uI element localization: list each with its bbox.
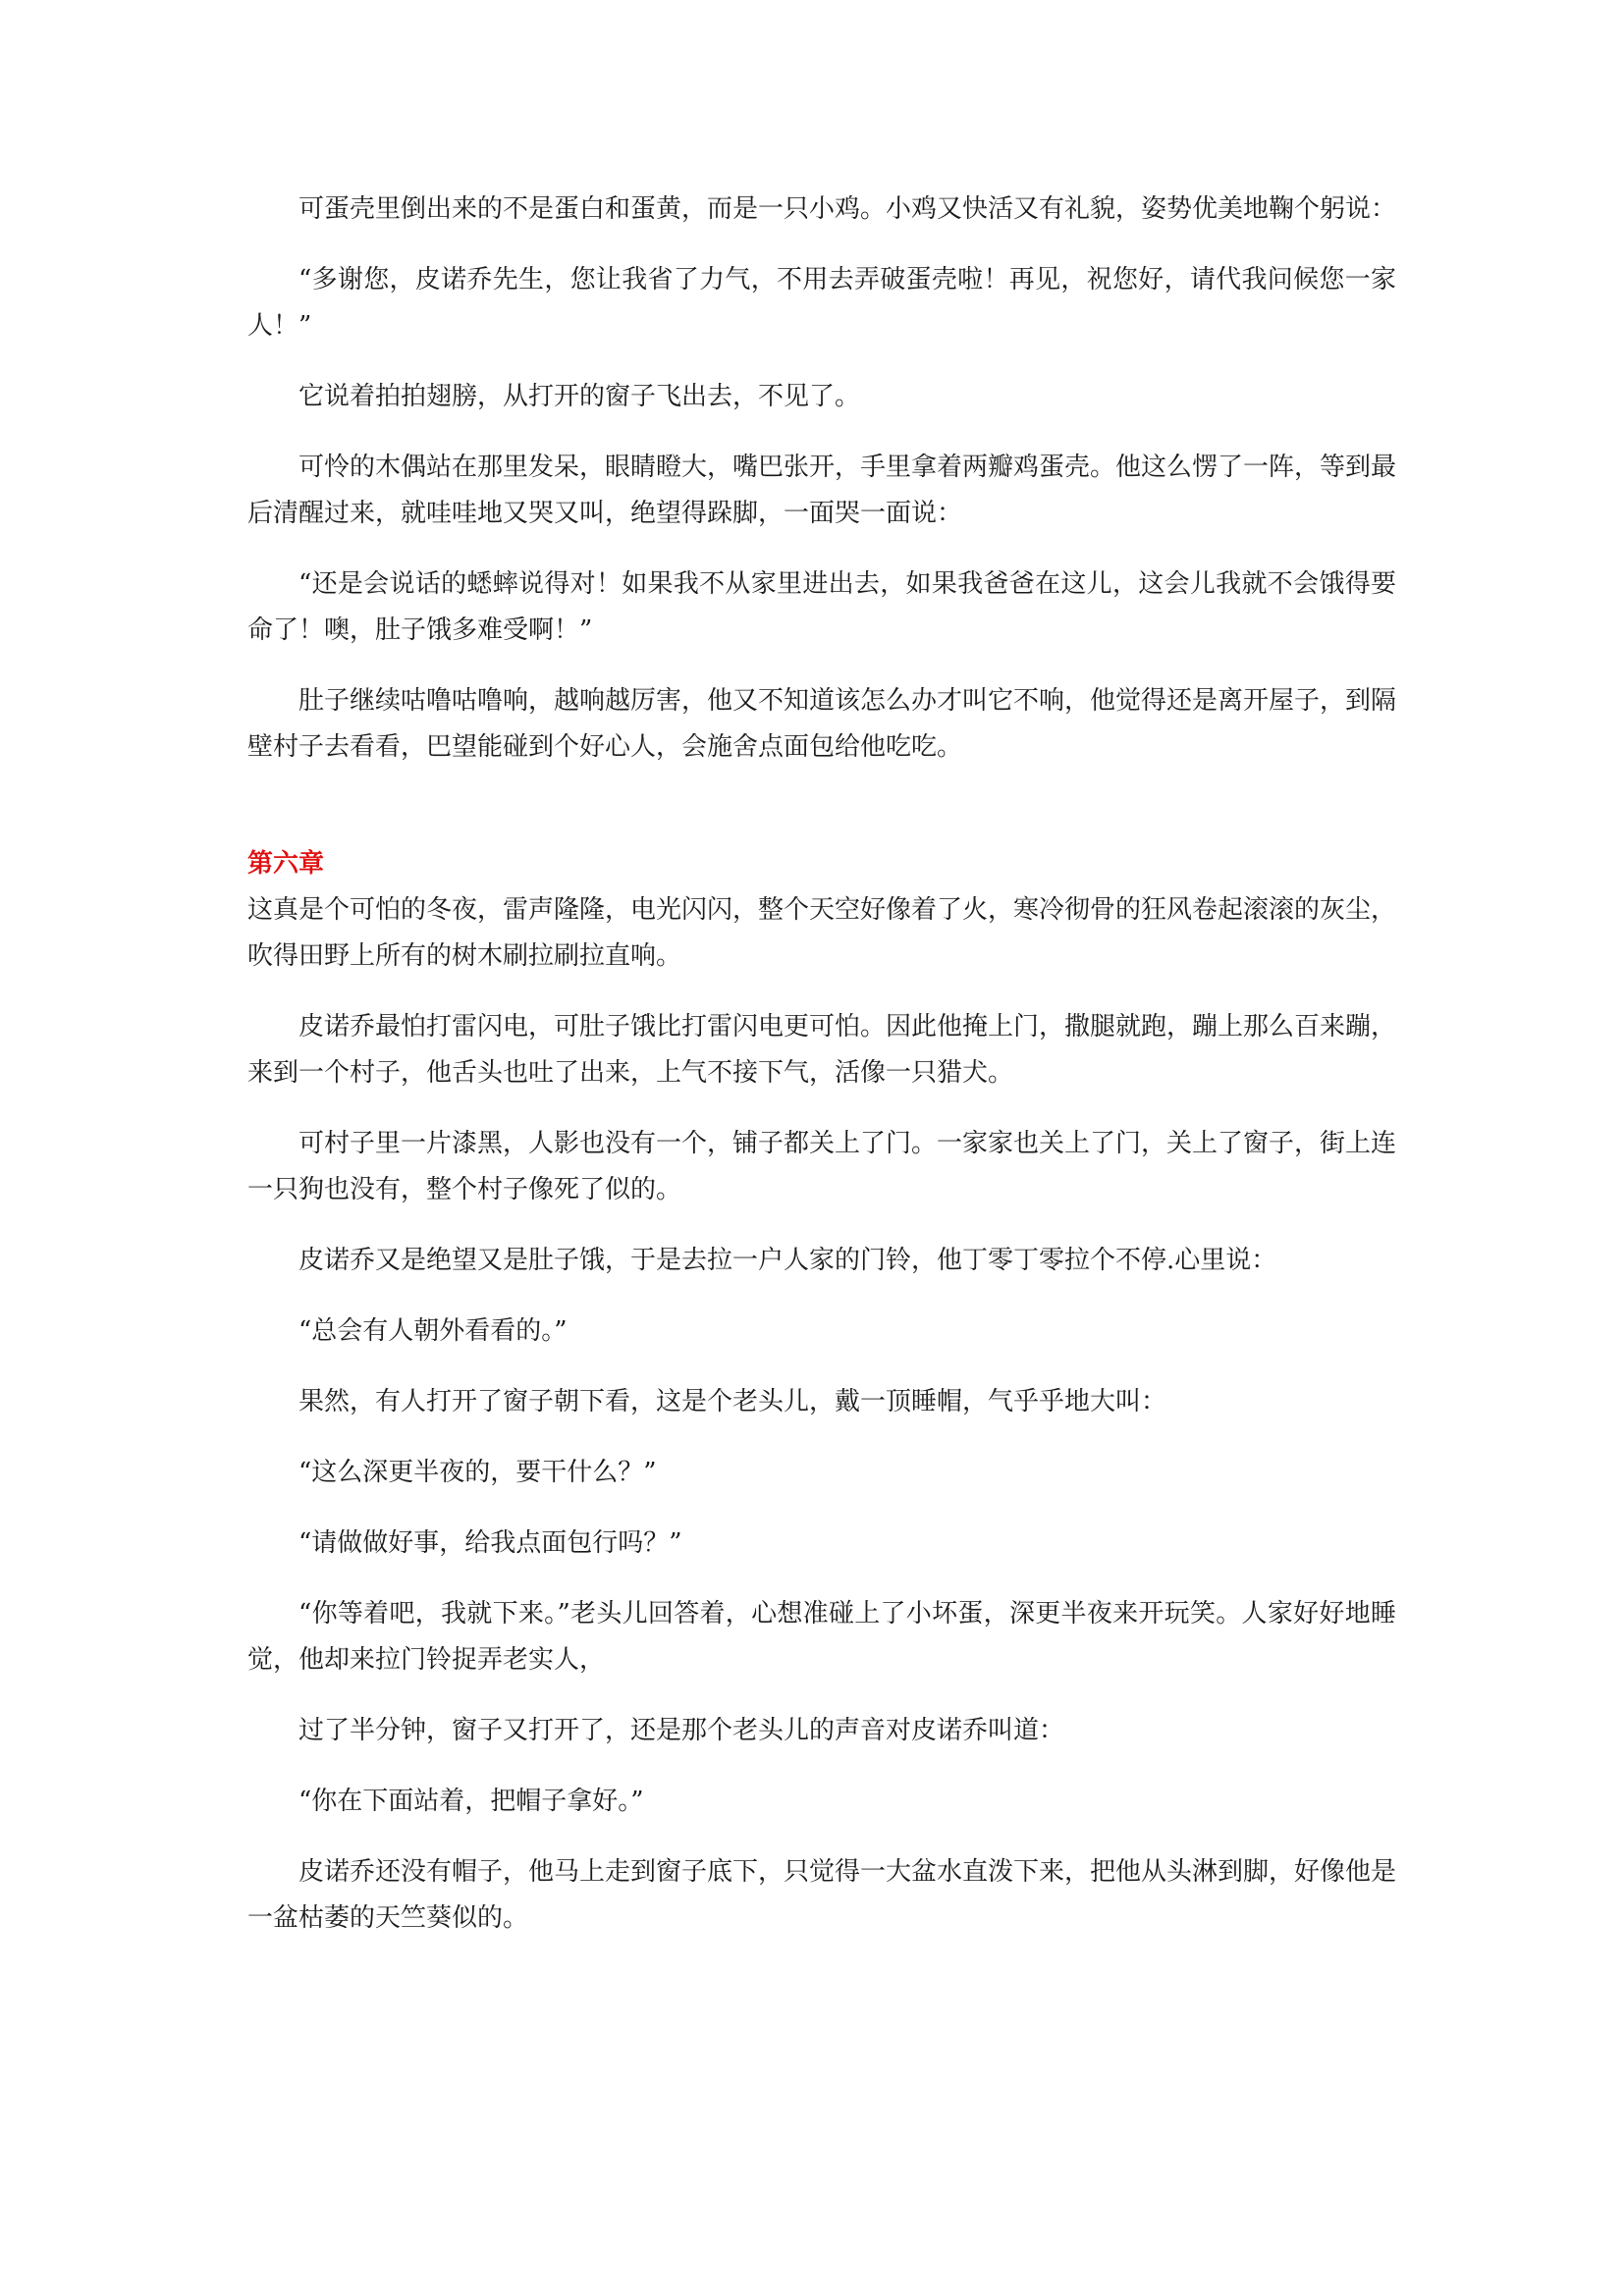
paragraph: 皮诺乔又是绝望又是肚子饿，于是去拉一户人家的门铃，他丁零丁零拉个不停.心里说： xyxy=(298,1246,1277,1275)
paragraph: 可村子里一片漆黑，人影也没有一个，铺子都关上了门。一家家也关上了门，关上了窗子，街上连一只狗也没有，整个村子像死了似的。 xyxy=(247,1129,1397,1204)
paragraph: “请做做好事，给我点面包行吗？” xyxy=(298,1528,682,1558)
paragraph: 皮诺乔最怕打雷闪电，可肚子饿比打雷闪电更可怕。因此他掩上门，撒腿就跑，蹦上那么百来蹦，来到一个村子，他舌头也吐了出来，上气不接下气，活像一只猎犬。 xyxy=(247,1012,1397,1088)
paragraph: “你在下面站着，把帽子拿好。” xyxy=(298,1787,644,1816)
paragraph: “还是会说话的蟋蟀说得对！如果我不从家里进出去，如果我爸爸在这儿，这会儿我就不会饿得要命了！噢，肚子饿多难受啊！” xyxy=(247,569,1396,645)
paragraph: 可蛋壳里倒出来的不是蛋白和蛋黄，而是一只小鸡。小鸡又快活又有礼貌，姿势优美地鞠个躬说： xyxy=(298,194,1397,224)
paragraph: 肚子继续咕噜咕噜响，越响越厉害，他又不知道该怎么办才叫它不响，他觉得还是离开屋子，到隔壁村子去看看，巴望能碰到个好心人，会施舍点面包给他吃吃。 xyxy=(247,686,1397,762)
paragraph: “多谢您，皮诺乔先生，您让我省了力气，不用去弄破蛋壳啦！再见，祝您好，请代我问候您一家人！” xyxy=(247,265,1396,341)
chapter-title: 第六章 xyxy=(247,849,325,879)
document-page xyxy=(247,187,1396,1942)
paragraph: “你等着吧，我就下来。”老头儿回答着，心想准碰上了小坏蛋，深更半夜来开玩笑。人家好好地睡觉，他却来拉门铃捉弄老实人， xyxy=(247,1599,1396,1675)
paragraph: 它说着拍拍翅膀，从打开的窗子飞出去，不见了。 xyxy=(298,382,861,411)
paragraph: 可怜的木偶站在那里发呆，眼睛瞪大，嘴巴张开，手里拿着两瓣鸡蛋壳。他这么愣了一阵，等到最后清醒过来，就哇哇地又哭又叫，绝望得跺脚，一面哭一面说： xyxy=(247,453,1397,528)
paragraph: 过了半分钟，窗子又打开了，还是那个老头儿的声音对皮诺乔叫道： xyxy=(298,1716,1065,1745)
paragraph: 皮诺乔还没有帽子，他马上走到窗子底下，只觉得一大盆水直泼下来，把他从头淋到脚，好像他是一盆枯萎的天竺葵似的。 xyxy=(247,1857,1397,1933)
paragraph: 果然，有人打开了窗子朝下看，这是个老头儿，戴一顶睡帽，气乎乎地大叫： xyxy=(298,1387,1167,1416)
paragraph: “总会有人朝外看看的。” xyxy=(298,1316,568,1346)
chapter-first-paragraph: 这真是个可怕的冬夜，雷声隆隆，电光闪闪，整个天空好像着了火，寒冷彻骨的狂风卷起滚滚的灰尘，吹得田野上所有的树木刷拉刷拉直响。 xyxy=(247,895,1397,971)
paragraph: “这么深更半夜的，要干什么？” xyxy=(298,1458,657,1487)
